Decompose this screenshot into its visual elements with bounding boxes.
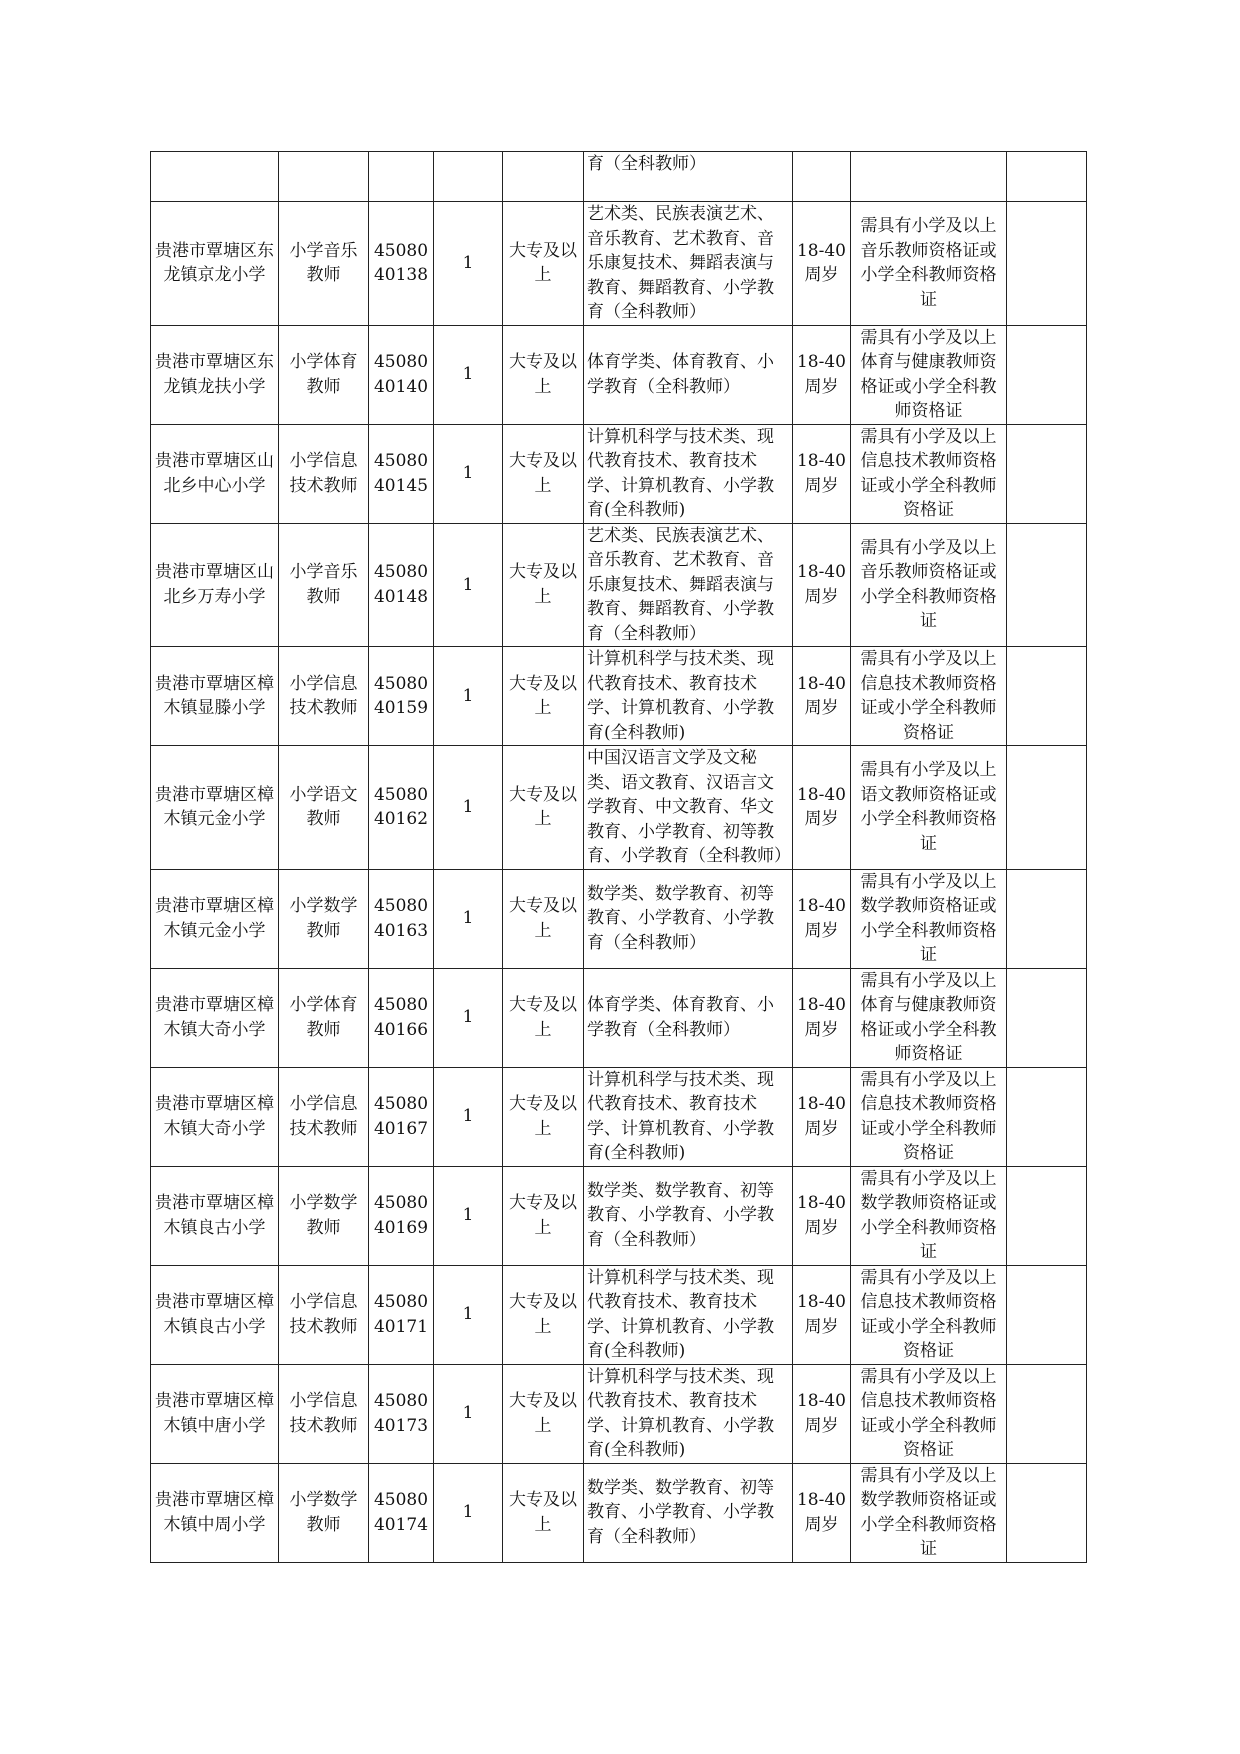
cell-unit: 贵港市覃塘区樟木镇良古小学	[151, 1166, 279, 1265]
table-row	[151, 424, 1087, 523]
cell-major: 计算机科学与技术类、现代教育技术、教育技术学、计算机教育、小学教育(全科教师)	[584, 647, 793, 746]
cell-requirement: 需具有小学及以上数学教师资格证或小学全科教师资格证	[851, 869, 1007, 968]
cell-remark	[1007, 647, 1087, 746]
cell-remark	[1007, 325, 1087, 424]
cell-age: 18-40周岁	[793, 424, 851, 523]
cell-age: 18-40周岁	[793, 1166, 851, 1265]
cell-age: 18-40周岁	[793, 1265, 851, 1364]
table-row	[151, 1265, 1087, 1364]
cell-unit: 贵港市覃塘区东龙镇龙扶小学	[151, 325, 279, 424]
cell-age: 18-40周岁	[793, 1463, 851, 1562]
table-row	[151, 523, 1087, 647]
cell-age: 18-40周岁	[793, 202, 851, 326]
cell-unit: 贵港市覃塘区樟木镇大奇小学	[151, 1067, 279, 1166]
cell-code	[369, 152, 434, 202]
cell-age	[793, 152, 851, 202]
cell-education: 大专及以上	[503, 647, 584, 746]
cell-position: 小学信息技术教师	[279, 647, 369, 746]
cell-requirement: 需具有小学及以上数学教师资格证或小学全科教师资格证	[851, 1166, 1007, 1265]
cell-unit: 贵港市覃塘区樟木镇元金小学	[151, 869, 279, 968]
cell-count: 1	[434, 1364, 503, 1463]
cell-age: 18-40周岁	[793, 523, 851, 647]
cell-count: 1	[434, 746, 503, 870]
cell-remark	[1007, 1463, 1087, 1562]
cell-unit: 贵港市覃塘区樟木镇良古小学	[151, 1265, 279, 1364]
cell-code: 4508040169	[369, 1166, 434, 1265]
cell-remark	[1007, 523, 1087, 647]
cell-age: 18-40周岁	[793, 968, 851, 1067]
cell-major: 体育学类、体育教育、小学教育（全科教师）	[584, 968, 793, 1067]
cell-requirement: 需具有小学及以上音乐教师资格证或小学全科教师资格证	[851, 202, 1007, 326]
cell-count: 1	[434, 523, 503, 647]
cell-requirement	[851, 152, 1007, 202]
cell-requirement: 需具有小学及以上信息技术教师资格证或小学全科教师资格证	[851, 1364, 1007, 1463]
cell-count: 1	[434, 1166, 503, 1265]
table-row	[151, 325, 1087, 424]
cell-unit: 贵港市覃塘区山北乡中心小学	[151, 424, 279, 523]
table-row	[151, 746, 1087, 870]
cell-code: 4508040174	[369, 1463, 434, 1562]
cell-requirement: 需具有小学及以上体育与健康教师资格证或小学全科教师资格证	[851, 325, 1007, 424]
cell-unit: 贵港市覃塘区樟木镇中唐小学	[151, 1364, 279, 1463]
cell-age: 18-40周岁	[793, 647, 851, 746]
cell-education: 大专及以上	[503, 1067, 584, 1166]
recruitment-table	[150, 151, 1087, 1563]
cell-major: 体育学类、体育教育、小学教育（全科教师）	[584, 325, 793, 424]
cell-major: 艺术类、民族表演艺术、音乐教育、艺术教育、音乐康复技术、舞蹈表演与教育、舞蹈教育、小学教育（全科教师）	[584, 202, 793, 326]
cell-remark	[1007, 968, 1087, 1067]
cell-count: 1	[434, 424, 503, 523]
cell-major: 计算机科学与技术类、现代教育技术、教育技术学、计算机教育、小学教育(全科教师)	[584, 1067, 793, 1166]
cell-code: 4508040166	[369, 968, 434, 1067]
table-row	[151, 1166, 1087, 1265]
cell-code: 4508040167	[369, 1067, 434, 1166]
cell-position: 小学音乐教师	[279, 523, 369, 647]
table-row	[151, 1364, 1087, 1463]
cell-remark	[1007, 202, 1087, 326]
cell-remark	[1007, 152, 1087, 202]
cell-remark	[1007, 869, 1087, 968]
cell-requirement: 需具有小学及以上数学教师资格证或小学全科教师资格证	[851, 1463, 1007, 1562]
cell-remark	[1007, 1364, 1087, 1463]
cell-education	[503, 152, 584, 202]
table-row	[151, 968, 1087, 1067]
cell-education: 大专及以上	[503, 968, 584, 1067]
cell-code: 4508040145	[369, 424, 434, 523]
cell-position: 小学信息技术教师	[279, 1067, 369, 1166]
cell-unit: 贵港市覃塘区樟木镇元金小学	[151, 746, 279, 870]
cell-age: 18-40周岁	[793, 869, 851, 968]
table-row	[151, 869, 1087, 968]
cell-count: 1	[434, 1463, 503, 1562]
cell-education: 大专及以上	[503, 1364, 584, 1463]
cell-unit: 贵港市覃塘区东龙镇京龙小学	[151, 202, 279, 326]
cell-requirement: 需具有小学及以上信息技术教师资格证或小学全科教师资格证	[851, 1265, 1007, 1364]
cell-major: 计算机科学与技术类、现代教育技术、教育技术学、计算机教育、小学教育(全科教师)	[584, 1364, 793, 1463]
cell-age: 18-40周岁	[793, 325, 851, 424]
cell-count: 1	[434, 325, 503, 424]
cell-education: 大专及以上	[503, 1166, 584, 1265]
cell-position: 小学体育教师	[279, 968, 369, 1067]
cell-code: 4508040171	[369, 1265, 434, 1364]
cell-requirement: 需具有小学及以上信息技术教师资格证或小学全科教师资格证	[851, 647, 1007, 746]
cell-age: 18-40周岁	[793, 1067, 851, 1166]
cell-education: 大专及以上	[503, 325, 584, 424]
cell-count: 1	[434, 968, 503, 1067]
cell-position: 小学数学教师	[279, 869, 369, 968]
cell-requirement: 需具有小学及以上音乐教师资格证或小学全科教师资格证	[851, 523, 1007, 647]
cell-remark	[1007, 1166, 1087, 1265]
cell-count: 1	[434, 1265, 503, 1364]
cell-code: 4508040173	[369, 1364, 434, 1463]
cell-unit: 贵港市覃塘区樟木镇大奇小学	[151, 968, 279, 1067]
cell-remark	[1007, 424, 1087, 523]
cell-major: 计算机科学与技术类、现代教育技术、教育技术学、计算机教育、小学教育(全科教师)	[584, 424, 793, 523]
cell-education: 大专及以上	[503, 1265, 584, 1364]
cell-position: 小学数学教师	[279, 1463, 369, 1562]
cell-position: 小学音乐教师	[279, 202, 369, 326]
cell-major: 数学类、数学教育、初等教育、小学教育、小学教育（全科教师）	[584, 869, 793, 968]
table-row	[151, 647, 1087, 746]
cell-position: 小学信息技术教师	[279, 1364, 369, 1463]
cell-code: 4508040159	[369, 647, 434, 746]
cell-code: 4508040148	[369, 523, 434, 647]
cell-position: 小学数学教师	[279, 1166, 369, 1265]
table-row	[151, 202, 1087, 326]
cell-remark	[1007, 1067, 1087, 1166]
cell-count	[434, 152, 503, 202]
cell-unit	[151, 152, 279, 202]
cell-education: 大专及以上	[503, 424, 584, 523]
cell-requirement: 需具有小学及以上信息技术教师资格证或小学全科教师资格证	[851, 424, 1007, 523]
cell-education: 大专及以上	[503, 1463, 584, 1562]
cell-age: 18-40周岁	[793, 1364, 851, 1463]
cell-major: 数学类、数学教育、初等教育、小学教育、小学教育（全科教师）	[584, 1463, 793, 1562]
cell-code: 4508040140	[369, 325, 434, 424]
continuation-row	[151, 152, 1087, 202]
cell-major: 数学类、数学教育、初等教育、小学教育、小学教育（全科教师）	[584, 1166, 793, 1265]
cell-education: 大专及以上	[503, 523, 584, 647]
table-row	[151, 1463, 1087, 1562]
cell-education: 大专及以上	[503, 746, 584, 870]
cell-major: 计算机科学与技术类、现代教育技术、教育技术学、计算机教育、小学教育(全科教师)	[584, 1265, 793, 1364]
table-row	[151, 1067, 1087, 1166]
cell-code: 4508040138	[369, 202, 434, 326]
cell-position: 小学语文教师	[279, 746, 369, 870]
cell-unit: 贵港市覃塘区樟木镇显滕小学	[151, 647, 279, 746]
cell-requirement: 需具有小学及以上体育与健康教师资格证或小学全科教师资格证	[851, 968, 1007, 1067]
cell-major: 艺术类、民族表演艺术、音乐教育、艺术教育、音乐康复技术、舞蹈表演与教育、舞蹈教育、小学教育（全科教师）	[584, 523, 793, 647]
cell-count: 1	[434, 1067, 503, 1166]
cell-requirement: 需具有小学及以上信息技术教师资格证或小学全科教师资格证	[851, 1067, 1007, 1166]
cell-major: 中国汉语言文学及文秘类、语文教育、汉语言文学教育、中文教育、华文教育、小学教育、初等教育、小学教育（全科教师）	[584, 746, 793, 870]
cell-major: 育（全科教师）	[584, 152, 793, 202]
cell-count: 1	[434, 869, 503, 968]
cell-code: 4508040162	[369, 746, 434, 870]
cell-unit: 贵港市覃塘区樟木镇中周小学	[151, 1463, 279, 1562]
cell-remark	[1007, 746, 1087, 870]
cell-unit: 贵港市覃塘区山北乡万寿小学	[151, 523, 279, 647]
table-body	[151, 152, 1087, 1563]
cell-age: 18-40周岁	[793, 746, 851, 870]
cell-count: 1	[434, 202, 503, 326]
cell-remark	[1007, 1265, 1087, 1364]
cell-position	[279, 152, 369, 202]
cell-position: 小学体育教师	[279, 325, 369, 424]
cell-code: 4508040163	[369, 869, 434, 968]
cell-count: 1	[434, 647, 503, 746]
cell-education: 大专及以上	[503, 869, 584, 968]
cell-requirement: 需具有小学及以上语文教师资格证或小学全科教师资格证	[851, 746, 1007, 870]
cell-education: 大专及以上	[503, 202, 584, 326]
cell-position: 小学信息技术教师	[279, 424, 369, 523]
cell-position: 小学信息技术教师	[279, 1265, 369, 1364]
